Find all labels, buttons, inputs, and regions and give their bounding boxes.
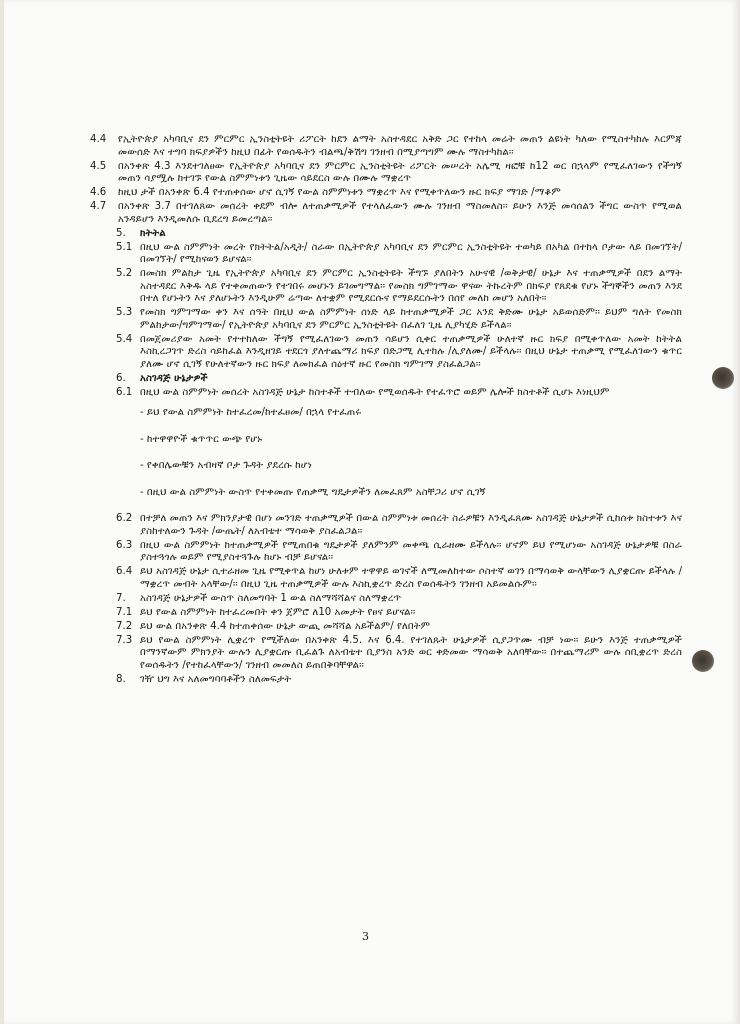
clause — [90, 187, 682, 200]
clause-number: 8. — [116, 673, 126, 685]
clause — [116, 674, 682, 687]
clause-number: 7.1 — [116, 606, 133, 618]
clause-number: 6. — [116, 372, 126, 384]
section-heading — [116, 373, 682, 386]
clause-number: 5.1 — [116, 241, 133, 253]
clause — [116, 607, 682, 620]
page-body — [90, 134, 682, 688]
clause-number: 5.4 — [116, 333, 133, 345]
punch-hole — [712, 367, 734, 389]
clause-text: በዚህ ውል ስምምነት መሰረት አስገዳጅ ሁኔታ ከስተቶች ተብለው የሚወሰዱት የተፈጥሮ ወይም ሌሎች ክስተቶች ሲሆኑ እነዚህም — [140, 386, 610, 398]
clause — [116, 621, 682, 634]
clause — [116, 387, 682, 400]
clause — [116, 635, 682, 673]
clause — [90, 201, 682, 226]
clause-number: 5.2 — [116, 268, 133, 279]
clause — [90, 161, 682, 186]
bullet-item: - በዚህ ውል ስምምነት ውስጥ የተቀመጡ የጠቃሚ ግዴታዎችን ለመፈጸም አስቸጋሪ ሆኖ ሲገኝ — [140, 486, 486, 498]
clause-text: ገዥ ህግ እና አለመግባባቶችን ስለመፍታት — [140, 673, 292, 685]
section-heading — [116, 228, 682, 241]
document-page — [4, 0, 738, 1024]
clause-number: 6.2 — [116, 513, 133, 524]
clause-number: 5.3 — [116, 307, 133, 318]
clause — [116, 334, 682, 372]
clause-text: የኢትዮጵያ አካባቢና ደን ምርምር ኢንስቲትዩት ሪፖርት ከደን ልማት አስተዳደር አቅድ ጋር የተከላ መሬት መጠን ልዩነት ካለው የሚስተካከሉ እርምጃ መውሰድ እና ተግባ ክፍያዎችን ከዚህ በፊት የወሰዱትን ብልጫ/ቅሽግ ገንዘብ በሚያጣግም ሙሉ ማስተካከል፡፡ — [118, 134, 682, 158]
clause — [116, 307, 682, 332]
clause-text: የመስክ ግምገማው ቀን እና ሰዓት በዚህ ውል ስምምነት ሰነድ ላይ ከተጠቃሚዎች ጋር አንደ ቅድሙ ሁኔታ አይወሰድም፡፡ ይህም ግለት የመስክ ምልከታው/ግምገማው/ የኢትዮጵያ አካባቢና ደን ምርምር ኢንስቲትዩት በፈለገ ጊዜ ሊያካሂድ ይችላል፡፡ — [140, 307, 682, 331]
clause-number: 7.2 — [116, 620, 133, 632]
clause — [116, 566, 682, 591]
clause-number: 4.5 — [90, 160, 107, 172]
clause-number: 4.6 — [90, 187, 107, 198]
clause-text: ከዚህ ታች በአንቀጽ 6.4 የተጠቀሰው ሆኖ ሲገኝ የውል ስምምነቱን ማቋረጥ እና የሚቀጥለውን ዙር ክፍያ ማገድ /ማቆም — [118, 187, 561, 198]
clause-text: በዚህ ውል ስምምነት ከተጠቃሚዎች የሚጠበቁ ግዴታዎች ያለምንም መቀጫ ሲራዘሙ ይችላሉ፡፡ ሆኖም ይህ የሚሆነው አስገዳጅ ሁኔታዎቹ በስራ ያስተጓጎሉ ወይም የሚያስተጓጉሉ ከሆኑ ብቻ ይሆናል፡፡ — [140, 539, 682, 563]
page-number: 3 — [362, 930, 369, 943]
clause-text: ክትትል — [140, 227, 166, 239]
clause-number: 4.7 — [90, 201, 107, 212]
punch-hole — [692, 650, 714, 672]
clause-number: 5. — [116, 227, 126, 239]
clause-text: በመስክ ምልከታ ጊዜ የኢትዮጵያ አካባቢና ደን ምርምር ኢንስቲትዩት ችግኙ ያለበትን አሁናዊ /ወቅታዊ/ ሁኔታ እና ተጠቃሚዎች በደን ልማት አስተዳደር እቅዱ ላይ የተቀመጠውን የተገበሩ መሆኑን ይገመግማል፡፡ የመስክ ግምገማው ዋናው ትኩረትም በክፍያ የጸደቁ የሆኑ ችግኞችን መጠን እንደ በተለ የሆኑትን እና ያለሆኑትን እንዲሁም ሬጣው ለተቋም የሚደርሱና የማይደርሱትን በሰየ መለከ መሆን አለበት፡፡ — [140, 268, 682, 304]
clause — [116, 540, 682, 565]
clause — [90, 134, 682, 159]
clause-text: ይህ አስገዳጅ ሁኔታ ሲተራዘመ ጊዜ የሚቀጥል ከሆነ ሁለቱም ተዋዋይ ወገኖች ለሚመለከተው ሶስተኛ ወገን በማሳወቅ ውላቸውን ሊያቋርጡ ይችላሉ /ማቋረጥ መብት አላቸው/፡፡ በዚህ ጊዜ ተጠቃሚዎች ውሉ እስኪቋረጥ ድረስ የወሰዱትን ገንዘብ አይመልሱም፡፡ — [140, 566, 682, 590]
clause — [116, 268, 682, 306]
clause-number: 4.4 — [90, 134, 107, 145]
clause-text: በአንቀጽ 4.3 እንደተገለፀው የኢትዮጵያ አካባቢና ደን ምርምር ኢንስቲትዩት ሪፖርት መሠረት አሌሚ ዛፎቹ ከ12 ወር በኋላም የሚፈለገውን የችግኝ መጠን ሳያሟሉ ከተገኙ የውል ስምምነቱን ጊዜው ሳይደርስ ውሉ በሙሉ ማቋረጥ — [118, 160, 682, 184]
clause-text: አስገዳጅ ሁኔታዎች ውስጥ ስለመግባት 1 ውል ስለማሻሻልና ስለማቋረጥ — [140, 592, 402, 604]
clause-text: በዚህ ውል ስምምነት መረት የክትትል/አዲት/ ስራው በኢትዮጵያ አካባቢና ደን ምርምር ኢንስቲትዩት ተወካይ በአካል በተከላ ቦታው ላይ በመገኘት/በመገኘት/ የሚከናወን ይሆናል፡፡ — [140, 241, 682, 265]
clause-number: 6.3 — [116, 539, 133, 551]
clause-number: 6.4 — [116, 566, 133, 577]
bullet-item: - ከተዋዋዮች ቁጥጥር ውጭ የሆኑ — [140, 433, 263, 445]
clause-text: በተቻለ መጠን እና ምክንያታዊ በሆነ መንገድ ተጠቃሚዎች በውል ስምምነቱ መሰረት ስራዎቹን እንዲፈጸሙ አስገዳጅ ሁኔታዎች ሲከሰቱ ክስተቱን እና ያስከተለውን ጉዳት /ውጤት/ ለአብቴተ ማሳወቅ ያስፈልጋል፡፡ — [140, 513, 682, 537]
bullet-list — [140, 407, 682, 499]
section-list — [90, 513, 682, 686]
clause-number: 7.3 — [116, 634, 133, 646]
clause-text: ይህ ውል በአንቀጽ 4.4 ከተጠቀሰው ሁኔታ ውጪ መሻሻል አይችልም/ የለበትም — [140, 620, 431, 632]
clause-text: ይህ የውል ስምምነት ሊቋረጥ የሚችለው በአንቀጽ 4.5. እና 6.4. የተገለጹት ሁኔታዎች ሲያጋጥሙ ብቻ ነው፡፡ ይሁን እንጅ ተጠቃሚዎች በማንኛውም ምክንያት ውሉን ሊያቋርጡ ቢፈልጉ ለአብቴተ ቢያንስ አንድ ወር ቀድመው ማሳወቅ አለባቸው፡፡ በተጨማሪም ውሉ ሰቢቋረጥ ድረስ የወሰዱትን /የተከፈላቸውን/ ገንዘብ መመለስ ይጠበቅባቸዋል፡፡ — [140, 634, 682, 671]
clause-number: 6.1 — [116, 386, 133, 398]
clause-text: ይህ የውል ስምምነት ከተፈረመበት ቀን ጀምሮ ለ10 አመታት የፀና ይሆናል፡፡ — [140, 606, 416, 618]
clause-text: አስገዳጅ ሁኔታዎች — [140, 372, 208, 384]
clause-text: በአንቀጽ 3.7 በተገለጸው መሰረት ቀደም ብሎ ለተጠቃሚዎች የተላለፈውን ሙሉ ገንዘብ ማስመለስ፡፡ ይሁን እንጅ መሳሰልን ችግር ውስጥ የሚወል አንዳይሆን እንዲመለሱ ቢደረግ ይመረጣል፡፡ — [118, 201, 682, 225]
bullet-item: - ይህ የውል ስምምነት ከተፈረመ/ከተፈፀመ/ በኋላ የተፈጠሩ — [140, 407, 362, 418]
clause-text: በመጀመሪያው አመት የተተከለው ችግኝ የሚፈለገውን መጠን ሳይሆን ሲቀር ተጠቃሚዎች ሁለተኛ ዙር ክፍያ በሚቀጥለው አመት ከትትል እስኪረጋገጥ ድረስ ሳይከፈል እንዲዘገይ ተደርጎ ያለተጨማሪ ክፍያ በድጋሚ ሊተከሉ /ሊያለሙ/ ይችላሉ፡፡ በዚህ ሁኔታ ተጠቃሚ የሚፈለገውን ቁጥር ያለሙ ሆኖ ሲገኝ የሁለተኛውን ዙር ክፍያ ለመክፈል ሰዕተኛ ዙር የመስክ ግምገማ ያስፈልጋል፡፡ — [140, 333, 682, 370]
clause — [116, 513, 682, 538]
bullet-item: - የቀበሌውቹን አብዛኛ ቦታ ጉዳት ያደረሱ ከሆነ — [140, 460, 312, 471]
section-list — [90, 134, 682, 399]
clause-number: 7. — [116, 592, 126, 604]
clause — [116, 593, 682, 606]
clause — [116, 242, 682, 267]
